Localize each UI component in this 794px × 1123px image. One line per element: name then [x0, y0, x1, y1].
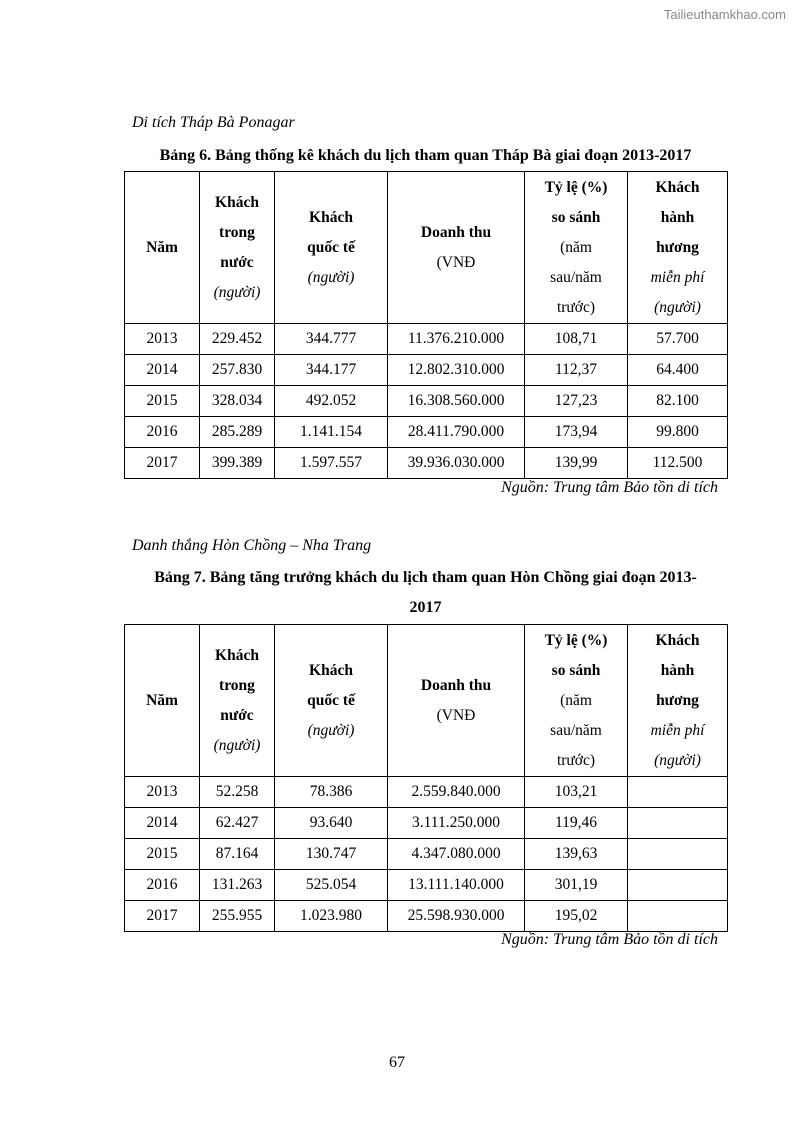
caption-line-1: Bảng 7. Bảng tăng trưởng khách du lịch tham quan Hòn Chồng giai đoạn 2013-: [154, 569, 697, 586]
table-row: [125, 808, 728, 839]
cell-ratio: 173,94: [525, 417, 628, 448]
table-row: [125, 324, 728, 355]
table-caption-6: Bảng 6. Bảng thống kê khách du lịch tham quan Tháp Bà giai đoạn 2013-2017: [159, 147, 692, 164]
cell-revenue: 4.347.080.000: [388, 839, 525, 870]
cell-domestic: 131.263: [200, 870, 275, 901]
source-note-hon-chong: Nguồn: Trung tâm Bảo tồn di tích: [501, 931, 718, 948]
cell-revenue: 11.376.210.000: [388, 324, 525, 355]
cell-domestic: 229.452: [200, 324, 275, 355]
table-row: [125, 355, 728, 386]
cell-international: 525.054: [275, 870, 388, 901]
cell-revenue: 28.411.790.000: [388, 417, 525, 448]
cell-ratio: 139,99: [525, 448, 628, 479]
header-year: Năm: [125, 625, 200, 777]
cell-ratio: 119,46: [525, 808, 628, 839]
cell-pilgrim: 82.100: [628, 386, 728, 417]
cell-pilgrim: [628, 839, 728, 870]
cell-international: 78.386: [275, 777, 388, 808]
cell-domestic: 87.164: [200, 839, 275, 870]
cell-international: 130.747: [275, 839, 388, 870]
cell-ratio: 108,71: [525, 324, 628, 355]
header-revenue: Doanh thu (VNĐ: [388, 172, 525, 324]
cell-year: 2014: [125, 355, 200, 386]
cell-domestic: 328.034: [200, 386, 275, 417]
table-thap-ba: [124, 171, 728, 479]
header-domestic: Khách trong nước (người): [200, 625, 275, 777]
cell-pilgrim: 99.800: [628, 417, 728, 448]
cell-pilgrim: [628, 901, 728, 932]
cell-domestic: 62.427: [200, 808, 275, 839]
header-ratio: Tỷ lệ (%) so sánh (năm sau/năm trước): [525, 625, 628, 777]
cell-domestic: 285.289: [200, 417, 275, 448]
table-row: [125, 386, 728, 417]
caption-line-2: 2017: [409, 599, 442, 616]
cell-ratio: 112,37: [525, 355, 628, 386]
cell-revenue: 12.802.310.000: [388, 355, 525, 386]
table-row: [125, 870, 728, 901]
cell-year: 2017: [125, 901, 200, 932]
cell-revenue: 3.111.250.000: [388, 808, 525, 839]
cell-domestic: 52.258: [200, 777, 275, 808]
cell-ratio: 195,02: [525, 901, 628, 932]
cell-ratio: 103,21: [525, 777, 628, 808]
header-pilgrim: Khách hành hương miễn phí (người): [628, 625, 728, 777]
cell-domestic: 399.389: [200, 448, 275, 479]
table-hon-chong: [124, 624, 728, 932]
cell-revenue: 13.111.140.000: [388, 870, 525, 901]
page-number: 67: [389, 1054, 405, 1071]
cell-pilgrim: 57.700: [628, 324, 728, 355]
cell-year: 2015: [125, 386, 200, 417]
section-subtitle-thap-ba: Di tích Tháp Bà Ponagar: [132, 114, 295, 131]
table-row: [125, 777, 728, 808]
cell-revenue: 39.936.030.000: [388, 448, 525, 479]
table-row: [125, 839, 728, 870]
cell-year: 2016: [125, 417, 200, 448]
cell-pilgrim: 64.400: [628, 355, 728, 386]
cell-ratio: 301,19: [525, 870, 628, 901]
cell-ratio: 127,23: [525, 386, 628, 417]
cell-revenue: 16.308.560.000: [388, 386, 525, 417]
cell-year: 2014: [125, 808, 200, 839]
cell-international: 1.023.980: [275, 901, 388, 932]
cell-international: 93.640: [275, 808, 388, 839]
cell-year: 2013: [125, 777, 200, 808]
cell-international: 1.597.557: [275, 448, 388, 479]
watermark: Tailieuthamkhao.com: [663, 7, 786, 22]
table-caption-7: [124, 563, 727, 623]
cell-pilgrim: [628, 870, 728, 901]
table-row: [125, 417, 728, 448]
table-header-row: [125, 625, 728, 777]
header-international: Khách quốc tế (người): [275, 172, 388, 324]
cell-ratio: 139,63: [525, 839, 628, 870]
cell-international: 344.177: [275, 355, 388, 386]
header-revenue: Doanh thu (VNĐ: [388, 625, 525, 777]
header-domestic: Khách trong nước (người): [200, 172, 275, 324]
cell-domestic: 255.955: [200, 901, 275, 932]
cell-international: 492.052: [275, 386, 388, 417]
source-note-thap-ba: Nguồn: Trung tâm Bảo tồn di tích: [501, 479, 718, 496]
cell-revenue: 2.559.840.000: [388, 777, 525, 808]
cell-international: 1.141.154: [275, 417, 388, 448]
cell-year: 2016: [125, 870, 200, 901]
cell-revenue: 25.598.930.000: [388, 901, 525, 932]
table-row: [125, 901, 728, 932]
cell-pilgrim: [628, 808, 728, 839]
cell-year: 2015: [125, 839, 200, 870]
cell-pilgrim: 112.500: [628, 448, 728, 479]
table-header-row: [125, 172, 728, 324]
header-year: Năm: [125, 172, 200, 324]
header-pilgrim: Khách hành hương miễn phí (người): [628, 172, 728, 324]
header-ratio: Tỷ lệ (%) so sánh (năm sau/năm trước): [525, 172, 628, 324]
section-subtitle-hon-chong: Danh thắng Hòn Chồng – Nha Trang: [132, 537, 372, 554]
header-international: Khách quốc tế (người): [275, 625, 388, 777]
cell-year: 2013: [125, 324, 200, 355]
cell-international: 344.777: [275, 324, 388, 355]
table-row: [125, 448, 728, 479]
cell-pilgrim: [628, 777, 728, 808]
cell-year: 2017: [125, 448, 200, 479]
cell-domestic: 257.830: [200, 355, 275, 386]
